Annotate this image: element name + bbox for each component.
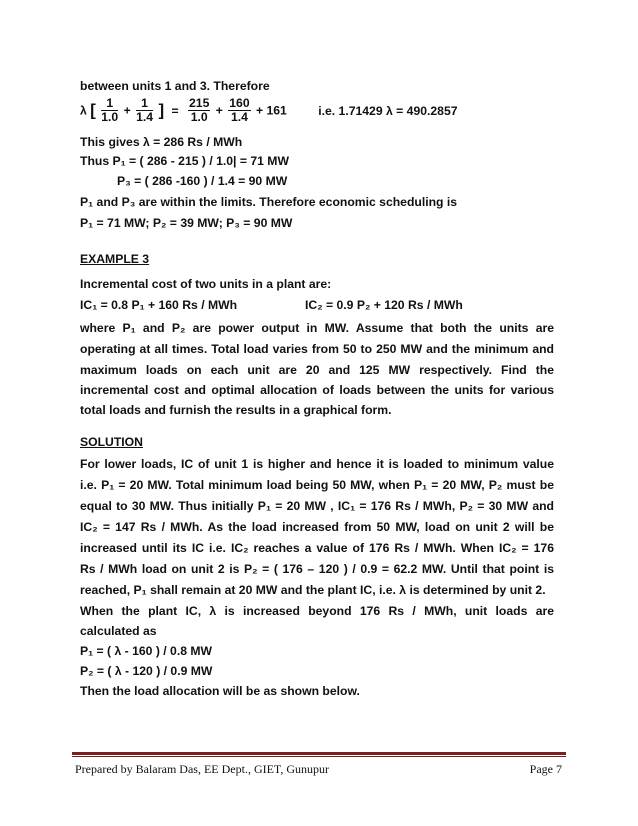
solution-heading: SOLUTION [80,435,143,449]
plus-sign: + [215,103,223,118]
denominator: 1.4 [230,110,248,124]
text-line: Incremental cost of two units in a plant are: [80,277,332,291]
text-line: between units 1 and 3. Therefore [80,79,270,93]
text-line: total loads and furnish the results in a graphical form. [80,403,392,417]
footer-rule [72,752,566,755]
fraction [136,97,153,124]
text-line: P₁ = 71 MW; P₂ = 39 MW; P₃ = 90 MW [80,216,293,230]
text-line: P₁ = ( λ - 160 ) / 0.8 MW [80,644,213,658]
text-line: P₂ = ( λ - 120 ) / 0.9 MW [80,664,213,678]
footer-rule-thin [72,756,566,757]
bracket-open: [ [90,100,96,120]
text-line: operating at all times. Total load varies from 50 to 250 MW and the minimum and [80,342,554,356]
text-line: Rs / MWh load on unit 2 is P₂ = ( 176 – 120 ) / 0.9 = 62.2 MW. Until that point is [80,562,554,576]
text-line: IC₂ = 0.9 P₂ + 120 Rs / MWh [305,298,463,312]
text-line: IC₁ = 0.8 P₁ + 160 Rs / MWh [80,298,238,312]
fraction [188,97,210,124]
numerator: 215 [189,96,210,110]
equation-result: i.e. 1.71429 λ = 490.2857 [318,103,458,118]
text-line: where P₁ and P₂ are power output in MW. Assume that both the units are [80,321,554,335]
equation-tail: + 161 [256,103,287,118]
text-line: incremental cost and optimal allocation of loads between the units for various [80,383,554,397]
footer-page-number: Page 7 [529,762,562,776]
bracket-close: ] [158,100,165,120]
example-heading: EXAMPLE 3 [80,252,150,266]
numerator: 1 [101,97,118,111]
text-line: For lower loads, IC of unit 1 is higher and hence it is loaded to minimum value [80,457,554,471]
numerator: 1 [136,97,153,111]
equation-lambda: λ [80,103,87,118]
text-line: reached, P₁ shall remain at 20 MW and the plant IC, i.e. λ is determined by unit 2. [80,583,546,597]
text-line: P₁ and P₃ are within the limits. Therefore economic scheduling is [80,195,458,209]
text-line: equal to 30 MW. Thus initially P₁ = 20 MW , IC₁ = 176 Rs / MWh, P₂ = 30 MW and [80,499,554,513]
text-line: Then the load allocation will be as shown below. [80,684,360,698]
text-line: This gives λ = 286 Rs / MWh [80,135,243,149]
fraction [228,97,250,124]
denominator: 1.0 [190,110,208,124]
plus-sign: + [123,103,131,118]
text-line: i.e. P₁ = 20 MW. Total minimum load being 50 MW, when P₁ = 20 MW, P₂ must be [80,478,554,492]
text-line: maximum loads on each unit are 20 and 125 MW respectively. Find the [80,363,554,377]
denominator: 1.4 [136,110,154,124]
text-line: When the plant IC, λ is increased beyond 176 Rs / MWh, unit loads are [80,604,554,618]
equals-sign: = [171,103,179,118]
denominator: 1.0 [101,110,119,124]
numerator: 160 [229,96,250,110]
text-line: IC₂ = 147 Rs / MWh. As the load increased from 50 MW, load on unit 2 will be [80,520,554,534]
text-line: P₃ = ( 286 -160 ) / 1.4 = 90 MW [117,174,288,188]
text-line: calculated as [80,624,157,638]
lambda-equation [80,97,458,131]
fraction [101,97,118,124]
text-line: Thus P₁ = ( 286 - 215 ) / 1.0| = 71 MW [80,154,289,168]
footer-left: Prepared by Balaram Das, EE Dept., GIET, Gunupur [75,762,330,776]
text-line: increased until its IC i.e. IC₂ reaches a value of 176 Rs / MWh. When IC₂ = 176 [80,541,554,555]
